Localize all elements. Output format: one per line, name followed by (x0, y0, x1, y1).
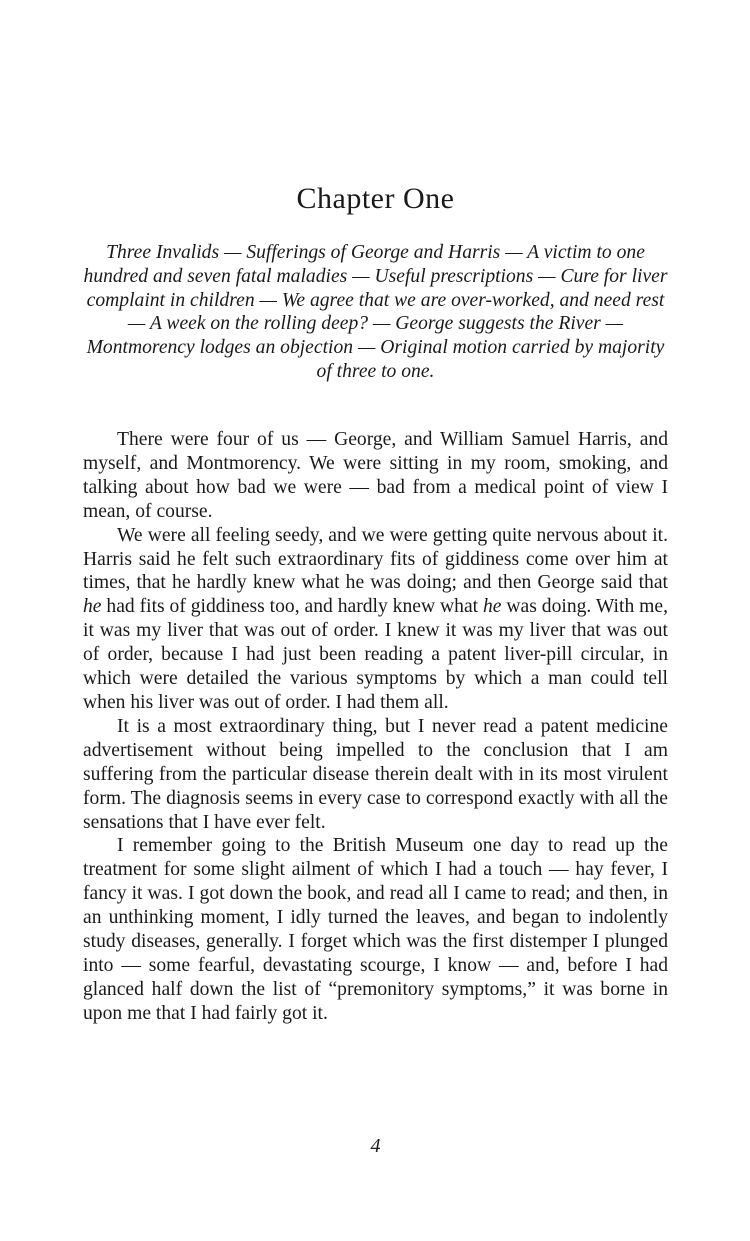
book-page (83, 0, 668, 1241)
paragraph-2-emphasis-1: he (83, 596, 102, 618)
paragraph-2-text-a: We were all feeling seedy, and we were getting quite nervous about it. Harris said he felt such extraordinary fits of giddiness come over him at times, that he hardly knew what he was doing; and then George said that (83, 524, 668, 594)
paragraph-2-emphasis-2: he (483, 596, 502, 618)
paragraph-4: I remember going to the British Museum one day to read up the treatment for some slight ailment of which I had a touch — hay fever, I fancy it was. I got down the book, and read all I came to read; and then, in an unthinking moment, I idly turned the leaves, and began to indolently study diseases, generally. I forget which was the first distemper I plunged into — some fearful, devastating scourge, I know — and, before I had glanced half down the list of “premonitory symptoms,” it was borne in upon me that I had fairly got it. (83, 835, 668, 1024)
page-number: 4 (370, 1135, 381, 1157)
chapter-title: Chapter One (296, 182, 455, 215)
chapter-body (83, 428, 668, 1026)
paragraph-2 (83, 524, 668, 715)
paragraph-2-text-b: had fits of giddiness too, and hardly knew what (101, 596, 483, 618)
paragraph-1: There were four of us — George, and William Samuel Harris, and myself, and Montmorency. We were sitting in my room, smoking, and talking about how bad we were — bad from a medical point of view I mean, of course. (83, 429, 668, 522)
paragraph-2-text-c: was doing. With me, it was my liver that was out of order. I knew it was my liver that was out of order, because I had just been reading a patent liver-pill circular, in which were detailed the various symptoms by which a man could tell when his liver was out of order. I had them all. (83, 596, 668, 713)
paragraph-3: It is a most extraordinary thing, but I never read a patent medicine advertisement without being impelled to the conclusion that I am suffering from the particular disease therein dealt with in its most virulent form. The diagnosis seems in every case to correspond exactly with all the sensations that I have ever felt. (83, 715, 668, 833)
chapter-synopsis: Three Invalids — Sufferings of George and Harris — A victim to one hundred and seven fatal maladies — Useful prescriptions — Cure for liver complaint in children — We agree that we are over-worked, and need rest — A week on the rolling deep? — George suggests the River — Montmorency lodges an objection — Original motion carried by majority of three to one. (83, 242, 668, 382)
